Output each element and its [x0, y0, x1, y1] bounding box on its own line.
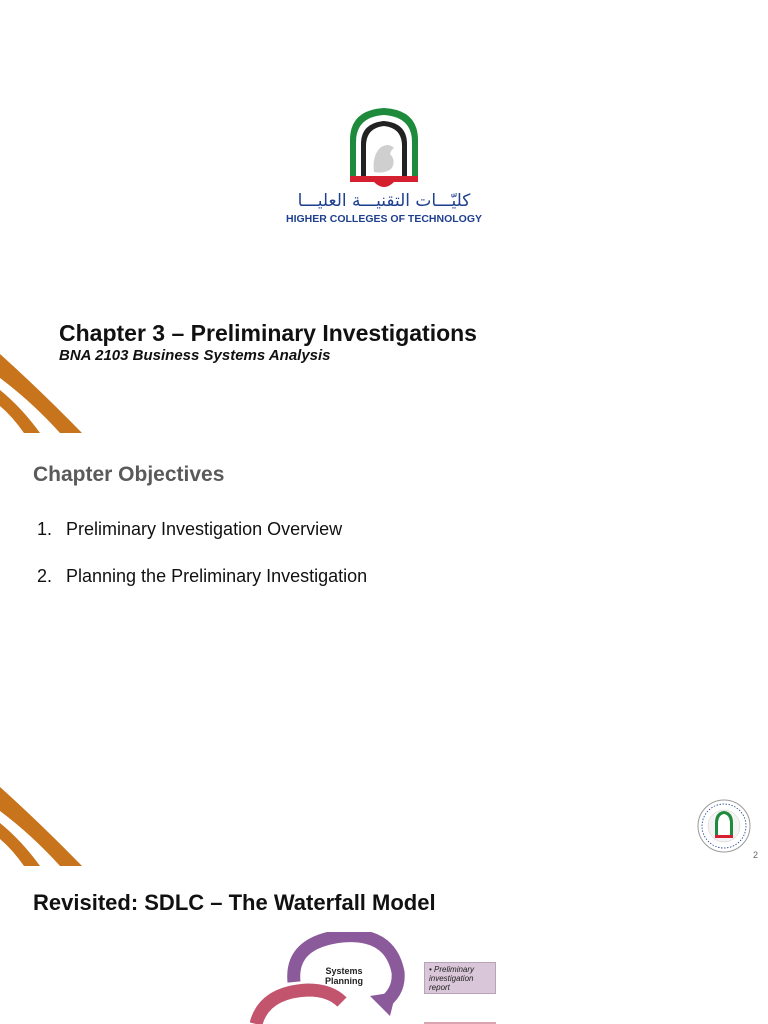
list-item-text: Preliminary Investigation Overview	[66, 519, 343, 539]
list-item-text: Planning the Preliminary Investigation	[66, 566, 368, 586]
hct-logo-icon	[344, 106, 424, 190]
sdlc-phase-label: Systems Planning	[325, 966, 363, 986]
objectives-list	[37, 519, 367, 613]
list-item	[37, 566, 367, 613]
slide-title: Revisited: SDLC – The Waterfall Model	[33, 890, 436, 915]
list-item	[37, 519, 367, 566]
hct-seal-icon	[697, 799, 751, 853]
page-number: 2	[753, 850, 759, 860]
title-slide	[0, 0, 768, 433]
sdlc-slide	[0, 866, 768, 1024]
list-item-number: 1.	[37, 519, 53, 539]
bullet-icon: •	[429, 965, 435, 974]
logo-arabic-name: كليّـــات التقنيـــة العليـــا	[297, 191, 471, 211]
objectives-slide	[0, 433, 768, 866]
slide-title: Chapter 3 – Preliminary Investigations	[59, 320, 477, 346]
slide-subtitle: BNA 2103 Business Systems Analysis	[59, 347, 331, 364]
sdlc-deliverable-box	[424, 962, 496, 994]
sdlc-deliverable-text: Preliminary investigation report	[429, 965, 475, 992]
orange-swoosh-decoration	[0, 350, 90, 433]
objectives-heading: Chapter Objectives	[33, 463, 225, 486]
orange-swoosh-decoration	[0, 783, 90, 866]
logo-english-name: HIGHER COLLEGES OF TECHNOLOGY	[285, 213, 482, 225]
list-item-number: 2.	[37, 566, 53, 586]
